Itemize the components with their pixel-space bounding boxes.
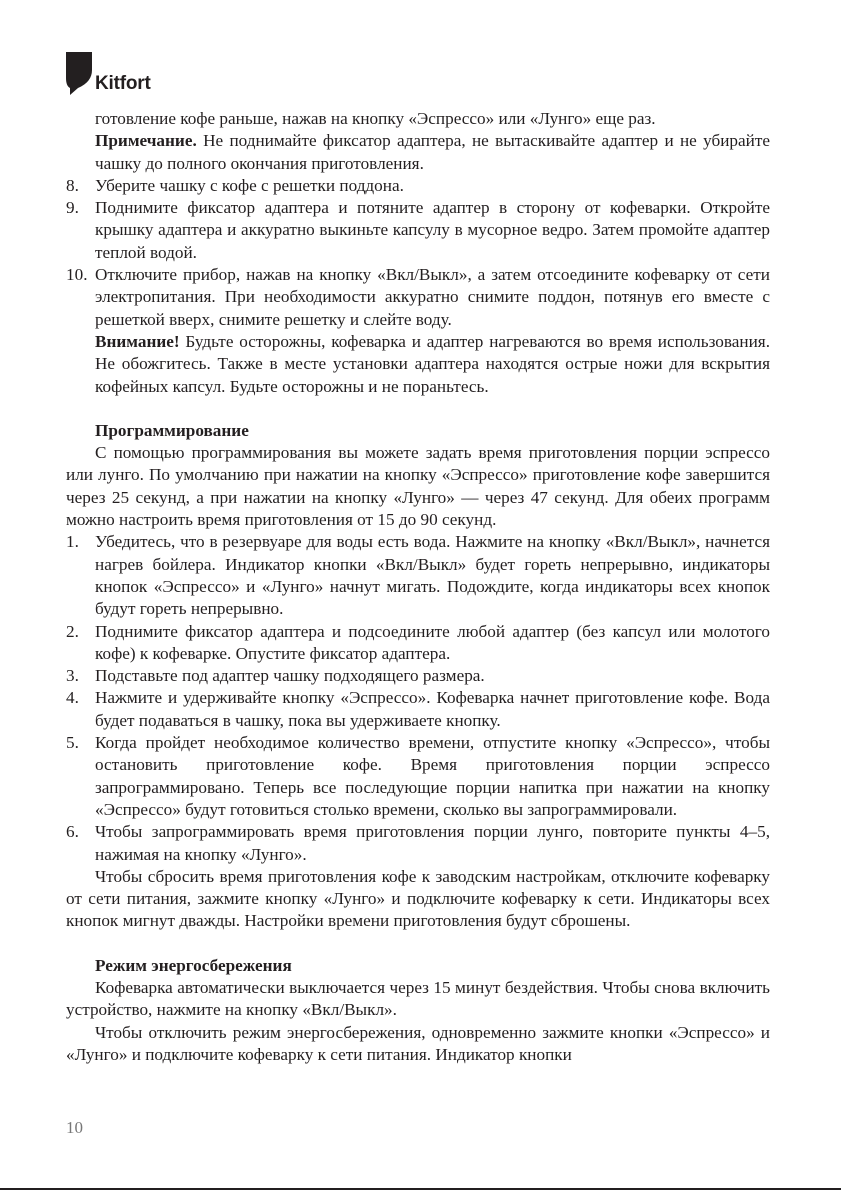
item-text: Подставьте под адаптер чашку подходящего размера. bbox=[95, 666, 485, 686]
energy-paragraph-2: Чтобы отключить режим энергосбережения, одновременно зажмите кнопки «Эспрессо» и «Лунго» и подключите кофеварку к сети питания. Индикатор кнопки bbox=[66, 1022, 770, 1064]
note-label: Примечание. bbox=[95, 131, 197, 151]
page-number: 10 bbox=[66, 1118, 83, 1137]
energy-paragraph-1: Кофеварка автоматически выключается через 15 минут бездействия. Чтобы снова включить устройство, нажмите на кнопку «Вкл/Выкл». bbox=[66, 977, 770, 1020]
item-number: 2. bbox=[66, 621, 79, 641]
programming-intro: С помощью программирования вы можете задать время приготовления порции эспрессо или лунго. По умолчанию при нажатии на кнопку «Эспрессо» приготовление кофе завершится через 25 секунд, а при нажатии на кнопку «Лунго» — через 47 секунд. Для обеих программ можно настроить время приготовления от 15 до 90 секунд. bbox=[66, 443, 770, 530]
item-text: Убедитесь, что в резервуаре для воды есть вода. Нажмите на кнопку «Вкл/Выкл», начнется нагрев бойлера. Индикатор кнопки «Вкл/Выкл» будет гореть непрерывно, индикаторы кнопок «Эспрессо» и «Лунго» начнут мигать. Подождите, когда индикаторы всех кнопок будут гореть непрерывно. bbox=[95, 532, 770, 619]
list-item bbox=[66, 531, 770, 620]
item-text: Отключите прибор, нажав на кнопку «Вкл/Выкл», а затем отсоедините кофеварку от сети электропитания. При необходимости аккуратно снимите поддон, потянув его вместе с решеткой вверх, снимите решетку и слейте воду. bbox=[95, 265, 770, 329]
item-text: Уберите чашку с кофе с решетки поддона. bbox=[95, 175, 404, 195]
item-text: Поднимите фиксатор адаптера и потяните адаптер в сторону от кофеварки. Откройте крышку адаптера и аккуратно выкиньте капсулу в мусорное ведро. Затем промойте адаптер теплой водой. bbox=[95, 198, 770, 262]
kitfort-logo-icon bbox=[64, 48, 94, 98]
item-number: 5. bbox=[66, 733, 79, 753]
item-number: 8. bbox=[66, 175, 79, 195]
brand-logo bbox=[64, 48, 174, 100]
list-item bbox=[66, 732, 770, 821]
note-paragraph bbox=[66, 130, 770, 175]
item-text: Нажмите и удерживайте кнопку «Эспрессо». Кофеварка начнет приготовление кофе. Вода будет подаваться в чашку, пока вы удерживаете кнопку. bbox=[95, 688, 770, 730]
warning-label: Внимание! bbox=[95, 331, 180, 351]
item-number: 10. bbox=[66, 265, 88, 285]
item-number: 1. bbox=[66, 532, 79, 552]
item-number: 6. bbox=[66, 822, 79, 842]
list-item bbox=[66, 821, 770, 866]
note-text: Не поднимайте фиксатор адаптера, не вытаскивайте адаптер и не убирайте чашку до полного окончания приготовления. bbox=[95, 131, 770, 173]
continued-line: готовление кофе раньше, нажав на кнопку «Эспрессо» или «Лунго» еще раз. bbox=[95, 109, 656, 128]
reset-paragraph: Чтобы сбросить время приготовления кофе к заводским настройкам, отключите кофеварку от сети питания, зажмите кнопку «Лунго» и подключите кофеварку к сети. Индикаторы всех кнопок мигнут дважды. Настройки времени приготовления будут сброшены. bbox=[66, 866, 770, 931]
logo-text: Kitfort bbox=[95, 73, 151, 94]
list-item bbox=[66, 197, 770, 264]
bottom-rule bbox=[0, 1188, 841, 1190]
list-item bbox=[66, 665, 770, 687]
item-text: Когда пройдет необходимое количество времени, отпустите кнопку «Эспрессо», чтобы остановить приготовление кофе. Время приготовления порции эспрессо запрограммировано. Теперь все последующие порции напитка при нажатии на кнопку «Эспрессо» будут готовиться столько времени, сколько вы запрограммировали. bbox=[95, 733, 770, 819]
warning-text: Будьте осторожны, кофеварка и адаптер нагреваются во время использования. Не обожгитесь. Также в месте установки адаптера находятся острые ножи для вскрытия кофейных капсул. Будьте осторожны и не пораньтесь. bbox=[95, 331, 770, 396]
item-number: 3. bbox=[66, 666, 79, 686]
list-item bbox=[66, 687, 770, 732]
list-item bbox=[66, 175, 770, 197]
item-text: Поднимите фиксатор адаптера и подсоедините любой адаптер (без капсул или молотого кофе) к кофеварке. Опустите фиксатор адаптера. bbox=[95, 621, 770, 663]
item-number: 4. bbox=[66, 688, 79, 708]
item-text: Чтобы запрограммировать время приготовления порции лунго, повторите пункты 4–5, нажимая на кнопку «Лунго». bbox=[95, 822, 770, 864]
page-content bbox=[66, 108, 770, 1066]
energy-heading: Режим энергосбережения bbox=[95, 955, 292, 975]
item-number: 9. bbox=[66, 198, 79, 218]
warning-paragraph bbox=[66, 331, 770, 398]
list-item bbox=[66, 621, 770, 666]
programming-heading: Программирование bbox=[95, 420, 249, 440]
list-item bbox=[66, 264, 770, 331]
